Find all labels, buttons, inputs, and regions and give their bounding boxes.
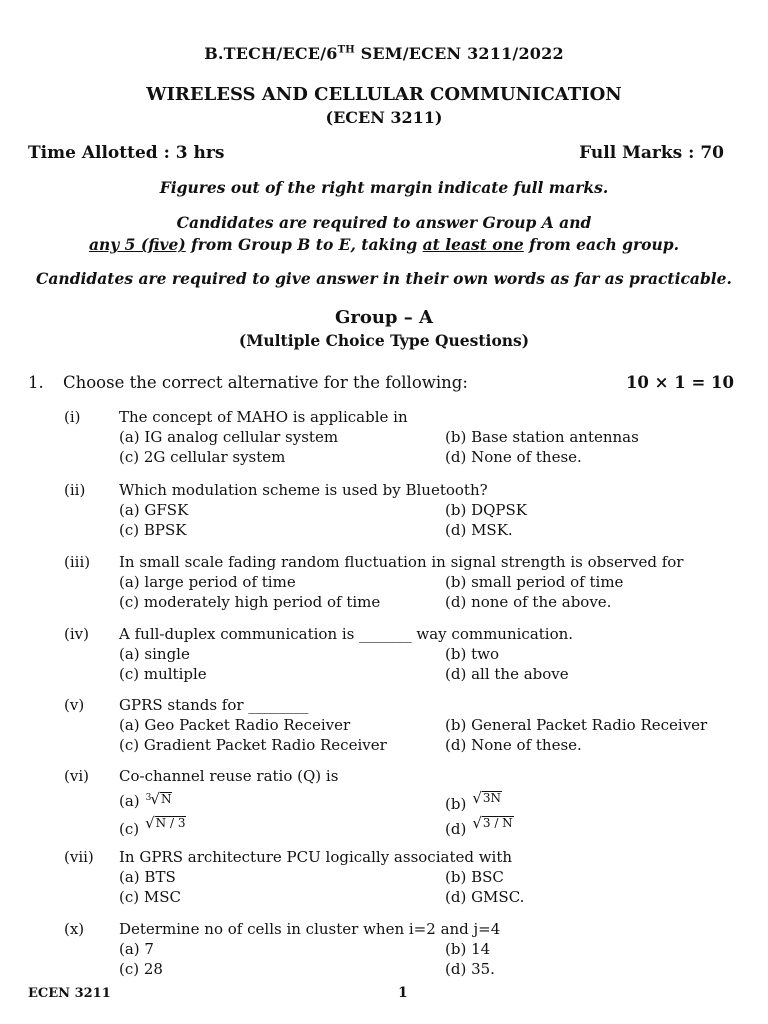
option-d: (d) 35.: [445, 960, 495, 978]
mcq-stem: A full-duplex communication is _______ way communication.: [119, 625, 574, 643]
group-subtitle: (Multiple Choice Type Questions): [238, 331, 530, 350]
mcq-number: (vii): [64, 848, 94, 866]
option-a: (a) IG analog cellular system: [119, 428, 339, 446]
instruction-own-words: Candidates are required to give answer in their own words as far as practicable.: [36, 269, 732, 288]
paper-code: (ECEN 3211): [325, 108, 443, 127]
instruction-answer-groups-cont: [0, 235, 768, 254]
question-number: 1.: [28, 373, 44, 392]
time-allotted: Time Allotted : 3 hrs: [28, 143, 225, 163]
option-a: (a) GFSK: [119, 501, 189, 519]
instruction-any-five: any 5 (five): [88, 235, 186, 254]
option-d: (d) MSK.: [445, 521, 513, 539]
option-c-label: (c): [119, 820, 140, 838]
option-c: (c) BPSK: [119, 521, 187, 539]
mcq-number: (x): [64, 920, 85, 938]
instruction-marks: Figures out of the right margin indicate full marks.: [159, 178, 609, 197]
mcq-stem: In small scale fading random fluctuation in signal strength is observed for: [119, 553, 684, 571]
sqrt-n-over-3-formula: [145, 816, 186, 830]
option-d: (d) all the above: [445, 665, 569, 683]
mcq-number: (iv): [64, 625, 89, 643]
instruction-answer-groups: Candidates are required to answer Group A and: [176, 213, 592, 232]
option-d: (d) GMSC.: [445, 888, 525, 906]
option-c: (c) MSC: [119, 888, 181, 906]
mcq-stem: GPRS stands for ________: [119, 696, 309, 714]
option-d: (d) None of these.: [445, 448, 582, 466]
option-c: (c) multiple: [119, 665, 207, 683]
sqrt-3n-formula: [472, 791, 502, 805]
radical-sign: √: [150, 790, 160, 808]
mcq-number: (iii): [64, 553, 91, 571]
radical-sign: √: [472, 814, 482, 832]
group-title: Group – A: [334, 307, 434, 328]
option-b: (b) two: [445, 645, 499, 663]
option-c: (c) 2G cellular system: [119, 448, 286, 466]
footer-course-code: ECEN 3211: [28, 986, 111, 1001]
sqrt-3-over-n-formula: [472, 816, 513, 830]
option-a-label: (a): [119, 792, 140, 810]
option-a: (a) single: [119, 645, 190, 663]
option-c: (c) 28: [119, 960, 163, 978]
course-suffix: SEM/ECEN 3211/2022: [354, 44, 564, 63]
option-a: (a) BTS: [119, 868, 176, 886]
mcq-number: (ii): [64, 481, 86, 499]
option-d: (d) none of the above.: [445, 593, 612, 611]
page-number: 1: [398, 985, 408, 1001]
option-a: [119, 791, 172, 811]
option-d-label: (d): [445, 820, 467, 838]
option-b: [445, 791, 502, 814]
option-b-label: (b): [445, 795, 467, 813]
question-marks: 10 × 1 = 10: [625, 373, 734, 392]
question-text: Choose the correct alternative for the following:: [63, 373, 468, 392]
instruction-at-least-one: at least one: [422, 235, 524, 254]
course-sup: TH: [337, 44, 355, 56]
mcq-stem: Co-channel reuse ratio (Q) is: [119, 767, 339, 785]
instruction-text: from Group B to E, taking: [185, 235, 423, 254]
full-marks: Full Marks : 70: [579, 143, 724, 163]
option-d: (d) None of these.: [445, 736, 582, 754]
radical-sign: √: [145, 814, 155, 832]
root-index: 3: [145, 793, 152, 803]
radicand: N: [160, 792, 172, 806]
option-a: (a) 7: [119, 940, 154, 958]
option-d: [445, 816, 514, 839]
paper-title: WIRELESS AND CELLULAR COMMUNICATION: [146, 84, 622, 105]
option-c: [119, 816, 186, 839]
mcq-number: (vi): [64, 767, 89, 785]
option-b: (b) BSC: [445, 868, 504, 886]
mcq-number: (i): [64, 408, 81, 426]
option-b: (b) small period of time: [445, 573, 624, 591]
option-a: (a) large period of time: [119, 573, 296, 591]
radical-sign: √: [472, 789, 482, 807]
option-a: (a) Geo Packet Radio Receiver: [119, 716, 351, 734]
radicand: 3N: [482, 791, 502, 805]
option-b: (b) DQPSK: [445, 501, 527, 519]
option-b: (b) 14: [445, 940, 491, 958]
course-prefix: B.TECH/ECE/6: [204, 44, 338, 63]
option-c: (c) Gradient Packet Radio Receiver: [119, 736, 387, 754]
option-c: (c) moderately high period of time: [119, 593, 381, 611]
option-b: (b) General Packet Radio Receiver: [445, 716, 708, 734]
mcq-number: (v): [64, 696, 85, 714]
course-code-header: [0, 44, 768, 63]
radicand: 3 / N: [482, 816, 513, 830]
option-b: (b) Base station antennas: [445, 428, 639, 446]
instruction-text: from each group.: [523, 235, 680, 254]
mcq-stem: Which modulation scheme is used by Bluetooth?: [119, 481, 488, 499]
radicand: N / 3: [155, 816, 186, 830]
cube-root-n-formula: [146, 792, 173, 806]
mcq-stem: The concept of MAHO is applicable in: [119, 408, 408, 426]
mcq-stem: In GPRS architecture PCU logically associated with: [119, 848, 513, 866]
mcq-stem: Determine no of cells in cluster when i=2 and j=4: [119, 920, 501, 938]
